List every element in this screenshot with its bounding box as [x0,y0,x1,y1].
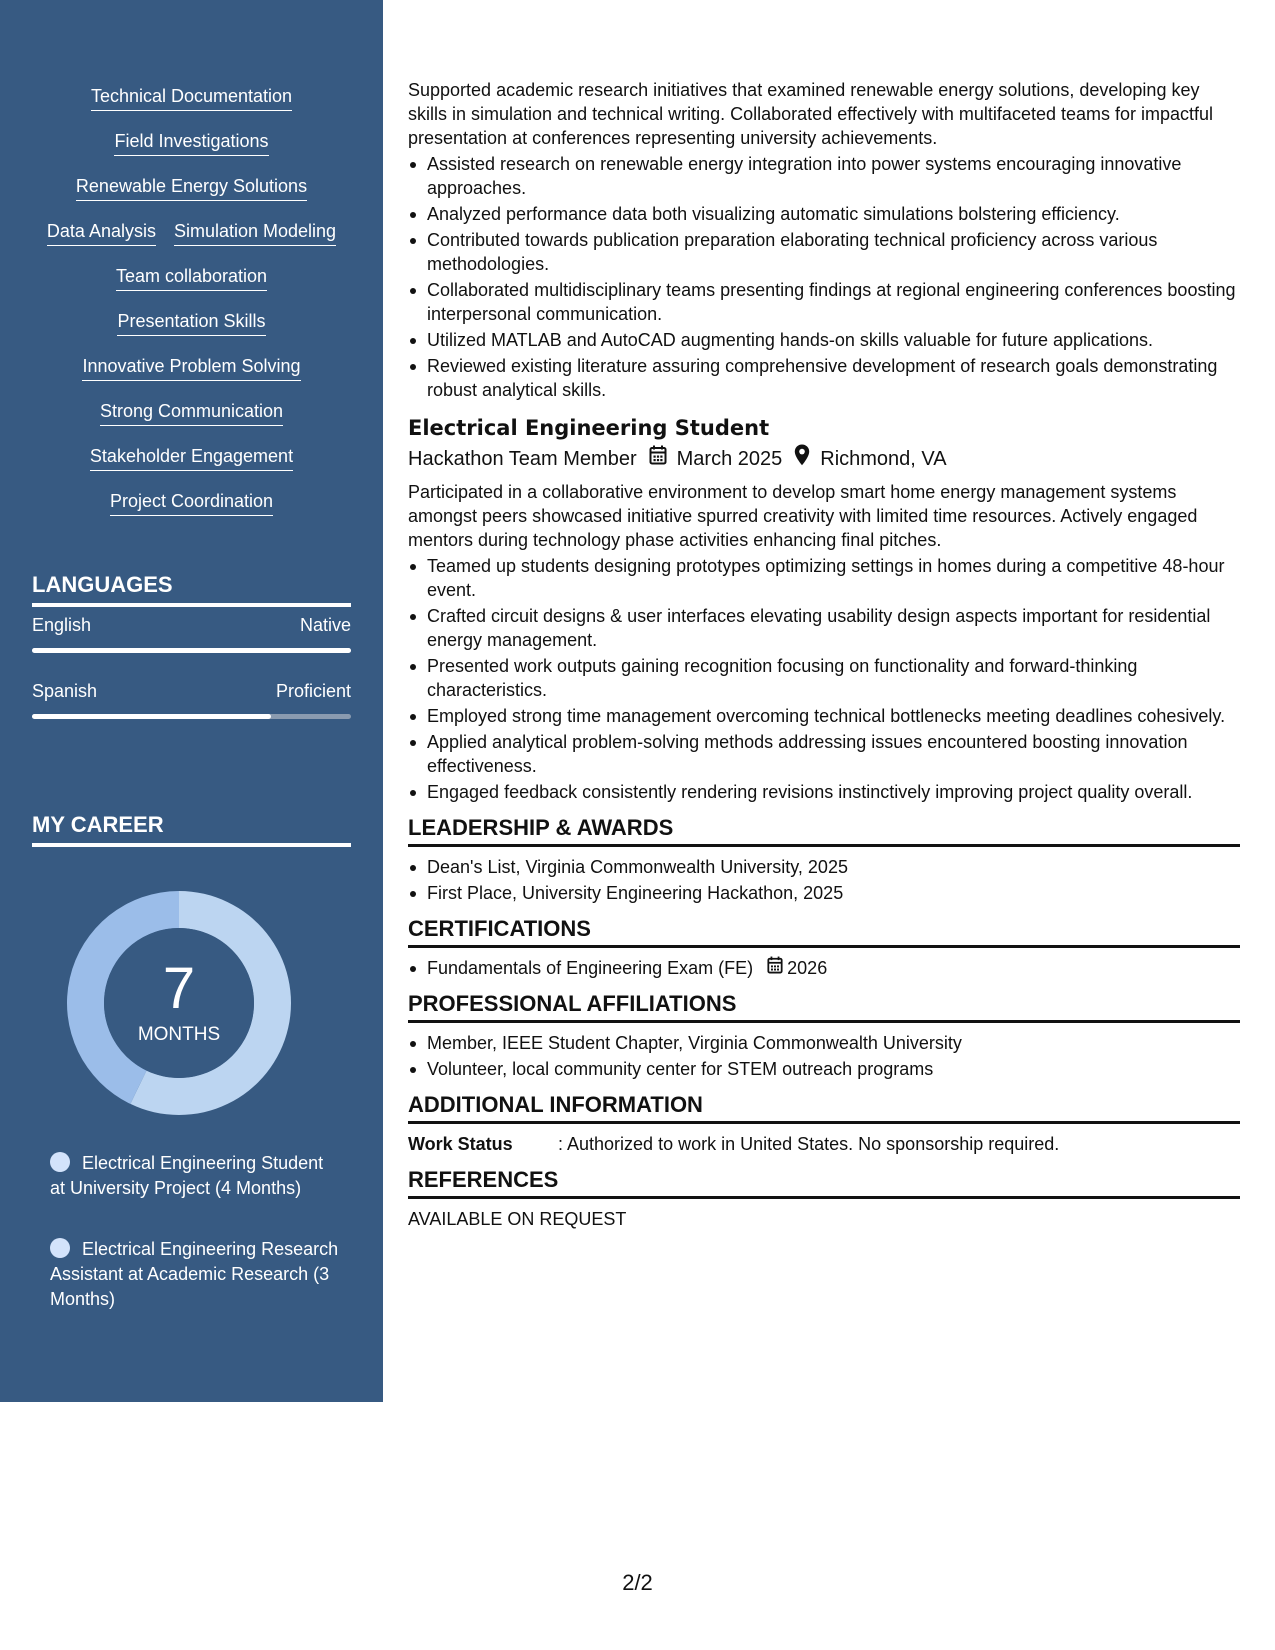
language-name: Spanish [32,681,98,701]
job-paragraph: Participated in a collaborative environment to develop smart home energy management systems amongst peers showcased initiative spurred creativity with limited time resources. Actively engaged mentors during technology phase activities enhancing final pitches. [408,482,1198,550]
main-content [408,78,1240,1231]
map-pin-icon [794,444,810,474]
page-number: 2/2 [622,1570,653,1595]
skill-tag: Project Coordination [110,489,273,516]
list-item: Member, IEEE Student Chapter, Virginia Commonwealth University [408,1031,1240,1055]
job-bullet-list [408,554,1240,804]
list-item: Reviewed existing literature assuring comprehensive development of research goals demonstrating robust analytical skills. [408,354,1240,402]
skill-tag: Data Analysis [47,219,156,246]
skills-list [0,84,383,534]
list-item [408,956,1240,980]
list-item: Volunteer, local community center for STEM outreach programs [408,1057,1240,1081]
job-meta [408,444,1240,474]
skill-tag: Field Investigations [114,129,268,156]
calendar-icon [767,956,783,980]
skill-row [0,219,383,264]
career-item [50,1151,340,1201]
certification-name: Fundamentals of Engineering Exam (FE) [427,958,754,978]
career-total-unit: MONTHS [137,1024,221,1045]
list-item: Teamed up students designing prototypes optimizing settings in homes during a competitive 48-hour event. [408,554,1240,602]
language-item [32,614,351,653]
job-title: Electrical Engineering Student [408,416,770,440]
job-date: March 2025 [676,448,783,470]
skill-tag: Renewable Energy Solutions [76,174,307,201]
skill-tag: Technical Documentation [91,84,292,111]
career-item [50,1237,340,1312]
skill-tag: Simulation Modeling [174,219,336,246]
language-proficiency-bar [32,714,351,719]
certifications-heading: CERTIFICATIONS [408,915,1240,948]
skill-row [0,309,383,354]
skill-row [0,354,383,399]
list-item: Employed strong time management overcoming technical bottlenecks meeting deadlines cohesively. [408,704,1240,728]
career-heading: MY CAREER [32,811,351,847]
certification-year: 2026 [787,958,828,978]
language-level: Proficient [275,681,351,701]
career-total-number: 7 [162,956,196,1021]
career-item-text: Electrical Engineering Student at University Project (4 Months) [50,1153,324,1198]
language-name: English [32,615,92,635]
list-item: Dean's List, Virginia Commonwealth University, 2025 [408,855,1240,879]
sidebar [0,0,383,1402]
skill-tag: Strong Communication [100,399,283,426]
intro-bullet-list [408,152,1240,402]
skill-row [0,399,383,444]
career-dot-icon [50,1238,70,1258]
affiliations-heading: PROFESSIONAL AFFILIATIONS [408,990,1240,1023]
work-status-value: : Authorized to work in United States. No sponsorship required. [558,1134,1060,1154]
skill-row [0,444,383,489]
list-item: Utilized MATLAB and AutoCAD augmenting hands-on skills valuable for future applications. [408,328,1240,352]
list-item: Crafted circuit designs & user interfaces elevating usability design aspects important for residential energy management. [408,604,1240,652]
list-item: Contributed towards publication preparation elaborating technical proficiency across various methodologies. [408,228,1240,276]
skill-row [0,264,383,309]
list-item: Engaged feedback consistently rendering revisions instinctively improving project quality overall. [408,780,1240,804]
intro-paragraph: Supported academic research initiatives that examined renewable energy solutions, developing key skills in simulation and technical writing. Collaborated effectively with multifaceted teams for impactful presentation at conferences representing university achievements. [408,80,1214,148]
skill-row [0,129,383,174]
skill-tag: Innovative Problem Solving [82,354,300,381]
skill-tag: Presentation Skills [117,309,265,336]
work-status-row [408,1132,1240,1156]
language-item [32,680,351,719]
career-dot-icon [50,1152,70,1172]
skill-tag: Stakeholder Engagement [90,444,293,471]
skill-row [0,489,383,534]
job-role: Hackathon Team Member [408,448,637,470]
work-status-label: Work Status [408,1134,513,1154]
list-item: Applied analytical problem-solving methods addressing issues encountered boosting innovation effectiveness. [408,730,1240,778]
language-proficiency-fill [32,714,271,719]
affiliations-list [408,1031,1240,1081]
career-item-text: Electrical Engineering Research Assistant at Academic Research (3 Months) [50,1239,339,1309]
languages-heading: LANGUAGES [32,571,351,607]
calendar-icon [649,445,667,473]
additional-info-heading: ADDITIONAL INFORMATION [408,1091,1240,1124]
language-level: Native [299,615,351,635]
leadership-heading: LEADERSHIP & AWARDS [408,814,1240,847]
language-proficiency-fill [32,648,351,653]
references-text: AVAILABLE ON REQUEST [408,1209,627,1229]
skill-row [0,84,383,129]
list-item: First Place, University Engineering Hackathon, 2025 [408,881,1240,905]
list-item: Analyzed performance data both visualizing automatic simulations bolstering efficiency. [408,202,1240,226]
list-item: Collaborated multidisciplinary teams presenting findings at regional engineering conferences boosting interpersonal communication. [408,278,1240,326]
references-heading: REFERENCES [408,1166,1240,1199]
list-item: Presented work outputs gaining recognition focusing on functionality and forward-thinking characteristics. [408,654,1240,702]
skill-row [0,174,383,219]
list-item: Assisted research on renewable energy integration into power systems encouraging innovative approaches. [408,152,1240,200]
leadership-list [408,855,1240,905]
certifications-list [408,956,1240,980]
skill-tag: Team collaboration [116,264,267,291]
job-location: Richmond, VA [820,448,947,470]
language-proficiency-bar [32,648,351,653]
